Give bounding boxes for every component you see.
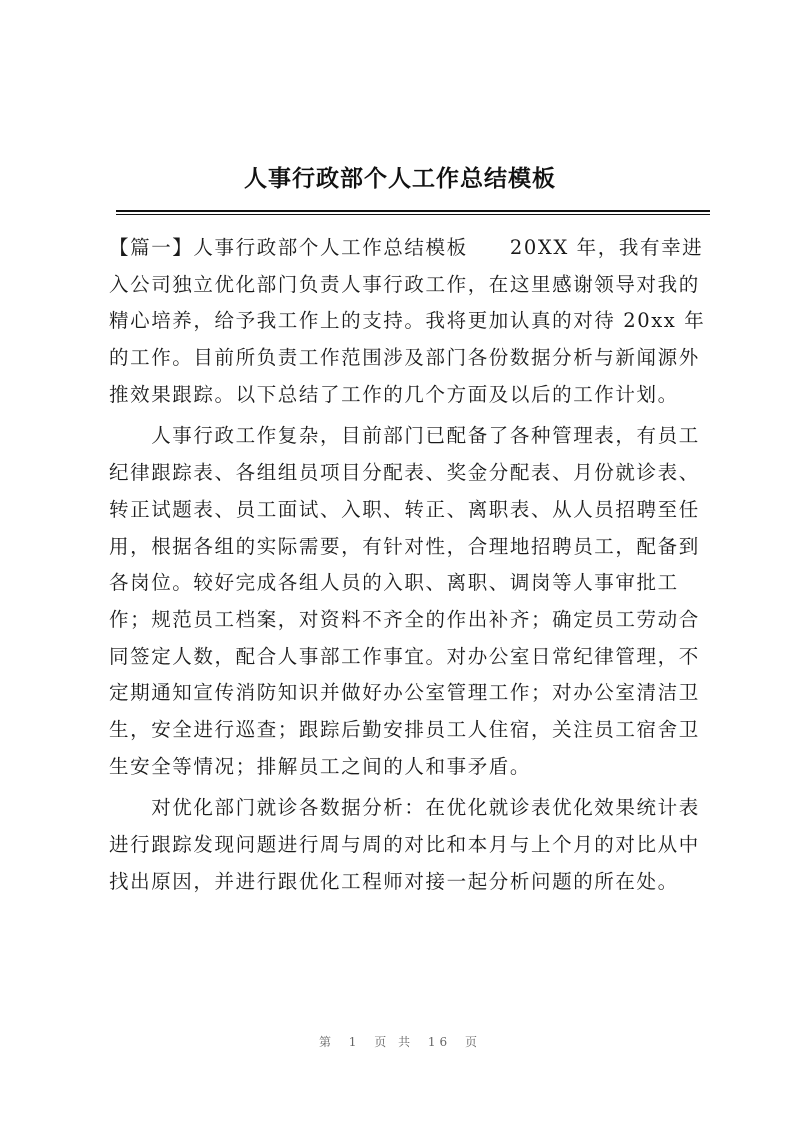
text-line: 同签定人数，配合人事部工作事宜。对办公室日常纪律管理，不	[109, 644, 700, 668]
text-line: 精心培养，给予我工作上的支持。我将更加认真的对待 20xx 年	[109, 309, 706, 333]
page-footer	[0, 1033, 800, 1050]
text-line: 推效果跟踪。以下总结了工作的几个方面及以后的工作计划。	[109, 382, 679, 406]
document-title: 人事行政部个人工作总结模板	[244, 165, 556, 192]
title-rule-thick	[116, 210, 710, 212]
text-line: 作；规范员工档案，对资料不齐全的作出补齐；确定员工劳动合	[109, 607, 700, 631]
text-line: 各岗位。较好完成各组人员的入职、离职、调岗等人事审批工	[109, 571, 679, 595]
text-line: 定期通知宣传消防知识并做好办公室管理工作；对办公室清洁卫	[109, 681, 700, 705]
text-line: 【篇一】人事行政部个人工作总结模板 20XX 年，我有幸进	[109, 236, 704, 259]
paragraph-1	[109, 230, 709, 413]
footer-suffix: 页	[465, 1035, 482, 1049]
text-line: 生安全等情况；排解员工之间的人和事矛盾。	[109, 754, 532, 778]
footer-total-pages: 16	[427, 1035, 452, 1049]
text-line: 生，安全进行巡查；跟踪后勤安排员工人住宿，关注员工宿舍卫	[109, 717, 700, 741]
paragraph-2	[109, 418, 709, 785]
document-body	[109, 230, 709, 900]
text-line: 人事行政工作复杂，目前部门已配备了各种管理表，有员工	[109, 424, 700, 448]
footer-page-number: 1	[348, 1035, 361, 1049]
footer-prefix: 第	[318, 1035, 335, 1049]
footer-middle: 页 共	[374, 1035, 415, 1049]
title-rule-thin	[116, 214, 710, 215]
text-line: 用，根据各组的实际需要，有针对性，合理地招聘员工，配备到	[109, 534, 700, 558]
text-line: 转正试题表、员工面试、入职、转正、离职表、从人员招聘至任	[109, 497, 700, 521]
text-line: 进行跟踪发现问题进行周与周的对比和本月与上个月的对比从中	[109, 833, 700, 856]
text-line: 入公司独立优化部门负责人事行政工作，在这里感谢领导对我的	[109, 272, 700, 296]
text-line: 对优化部门就诊各数据分析：在优化就诊表优化效果统计表	[109, 796, 700, 820]
text-line: 纪律跟踪表、各组组员项目分配表、奖金分配表、月份就诊表、	[109, 461, 700, 485]
text-line: 找出原因，并进行跟优化工程师对接一起分析问题的所在处。	[109, 869, 679, 893]
paragraph-3	[109, 790, 709, 900]
text-line: 的工作。目前所负责工作范围涉及部门各份数据分析与新闻源外	[109, 346, 700, 370]
